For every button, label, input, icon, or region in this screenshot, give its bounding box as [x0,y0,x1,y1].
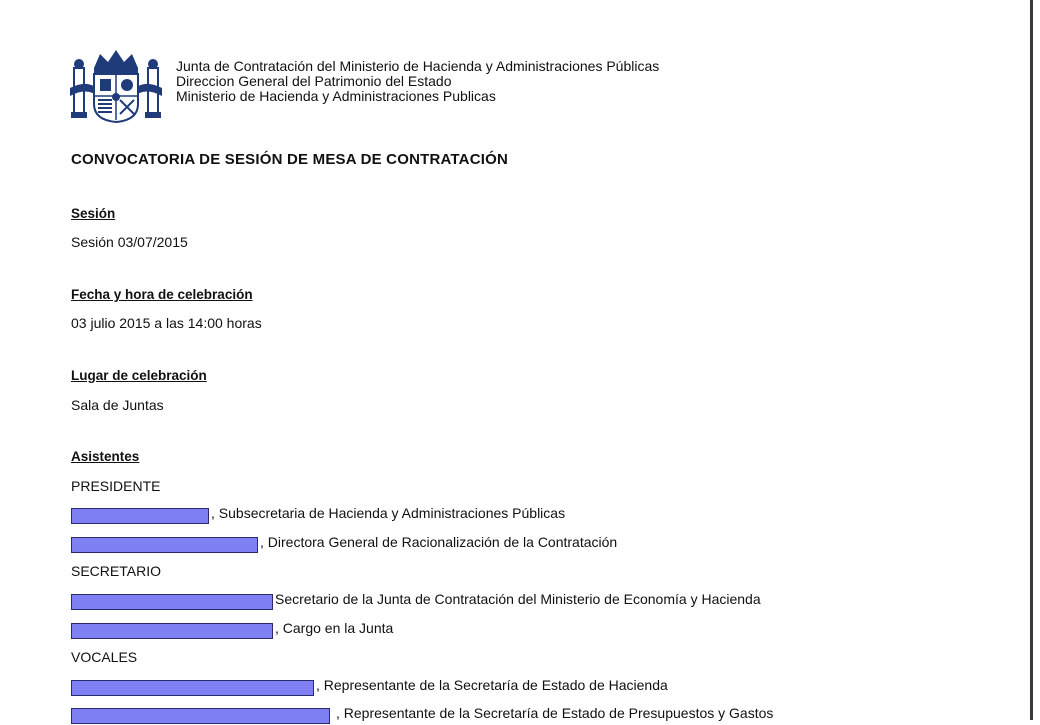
section-heading-asistentes: Asistentes [71,449,140,464]
attendee-row [71,505,565,525]
section-heading-lugar: Lugar de celebración [71,368,207,383]
secretario-label: SECRETARIO [71,563,161,579]
redacted-name [71,508,209,524]
spain-coat-of-arms-icon [70,48,162,124]
redacted-name [71,708,330,724]
attendee-row [71,534,617,554]
org-line-2: Direccion General del Patrimonio del Estado [176,73,452,89]
redacted-name [71,594,273,610]
section-heading-sesion: Sesión [71,206,116,221]
attendee-row [71,705,773,725]
org-line-1: Junta de Contratación del Ministerio de Hacienda y Administraciones Públicas [176,58,660,74]
org-line-3: Ministerio de Hacienda y Administraciones Publicas [176,88,496,104]
redacted-name [71,537,258,553]
redacted-name [71,623,273,639]
attendee-row [71,591,761,611]
page-edge [1030,0,1033,720]
attendee-role: , Representante de la Secretaría de Estado de Presupuestos y Gastos [336,705,774,721]
attendee-role: , Directora General de Racionalización de la Contratación [260,534,618,550]
attendee-role: , Subsecretaria de Hacienda y Administraciones Públicas [211,505,566,521]
attendee-role: , Representante de la Secretaría de Estado de Hacienda [316,677,668,693]
presidente-label: PRESIDENTE [71,478,161,494]
document-title: CONVOCATORIA DE SESIÓN DE MESA DE CONTRATACIÓN [71,151,509,168]
fecha-value: 03 julio 2015 a las 14:00 horas [71,315,262,331]
attendee-row [71,620,393,640]
attendee-role: Secretario de la Junta de Contratación del Ministerio de Economía y Hacienda [275,591,761,607]
sesion-value: Sesión 03/07/2015 [71,234,188,250]
organization-block [176,59,659,104]
section-heading-fecha: Fecha y hora de celebración [71,287,253,302]
attendee-role: , Cargo en la Junta [275,620,394,636]
lugar-value: Sala de Juntas [71,397,164,413]
vocales-label: VOCALES [71,649,138,665]
attendee-row [71,677,668,697]
redacted-name [71,680,314,696]
